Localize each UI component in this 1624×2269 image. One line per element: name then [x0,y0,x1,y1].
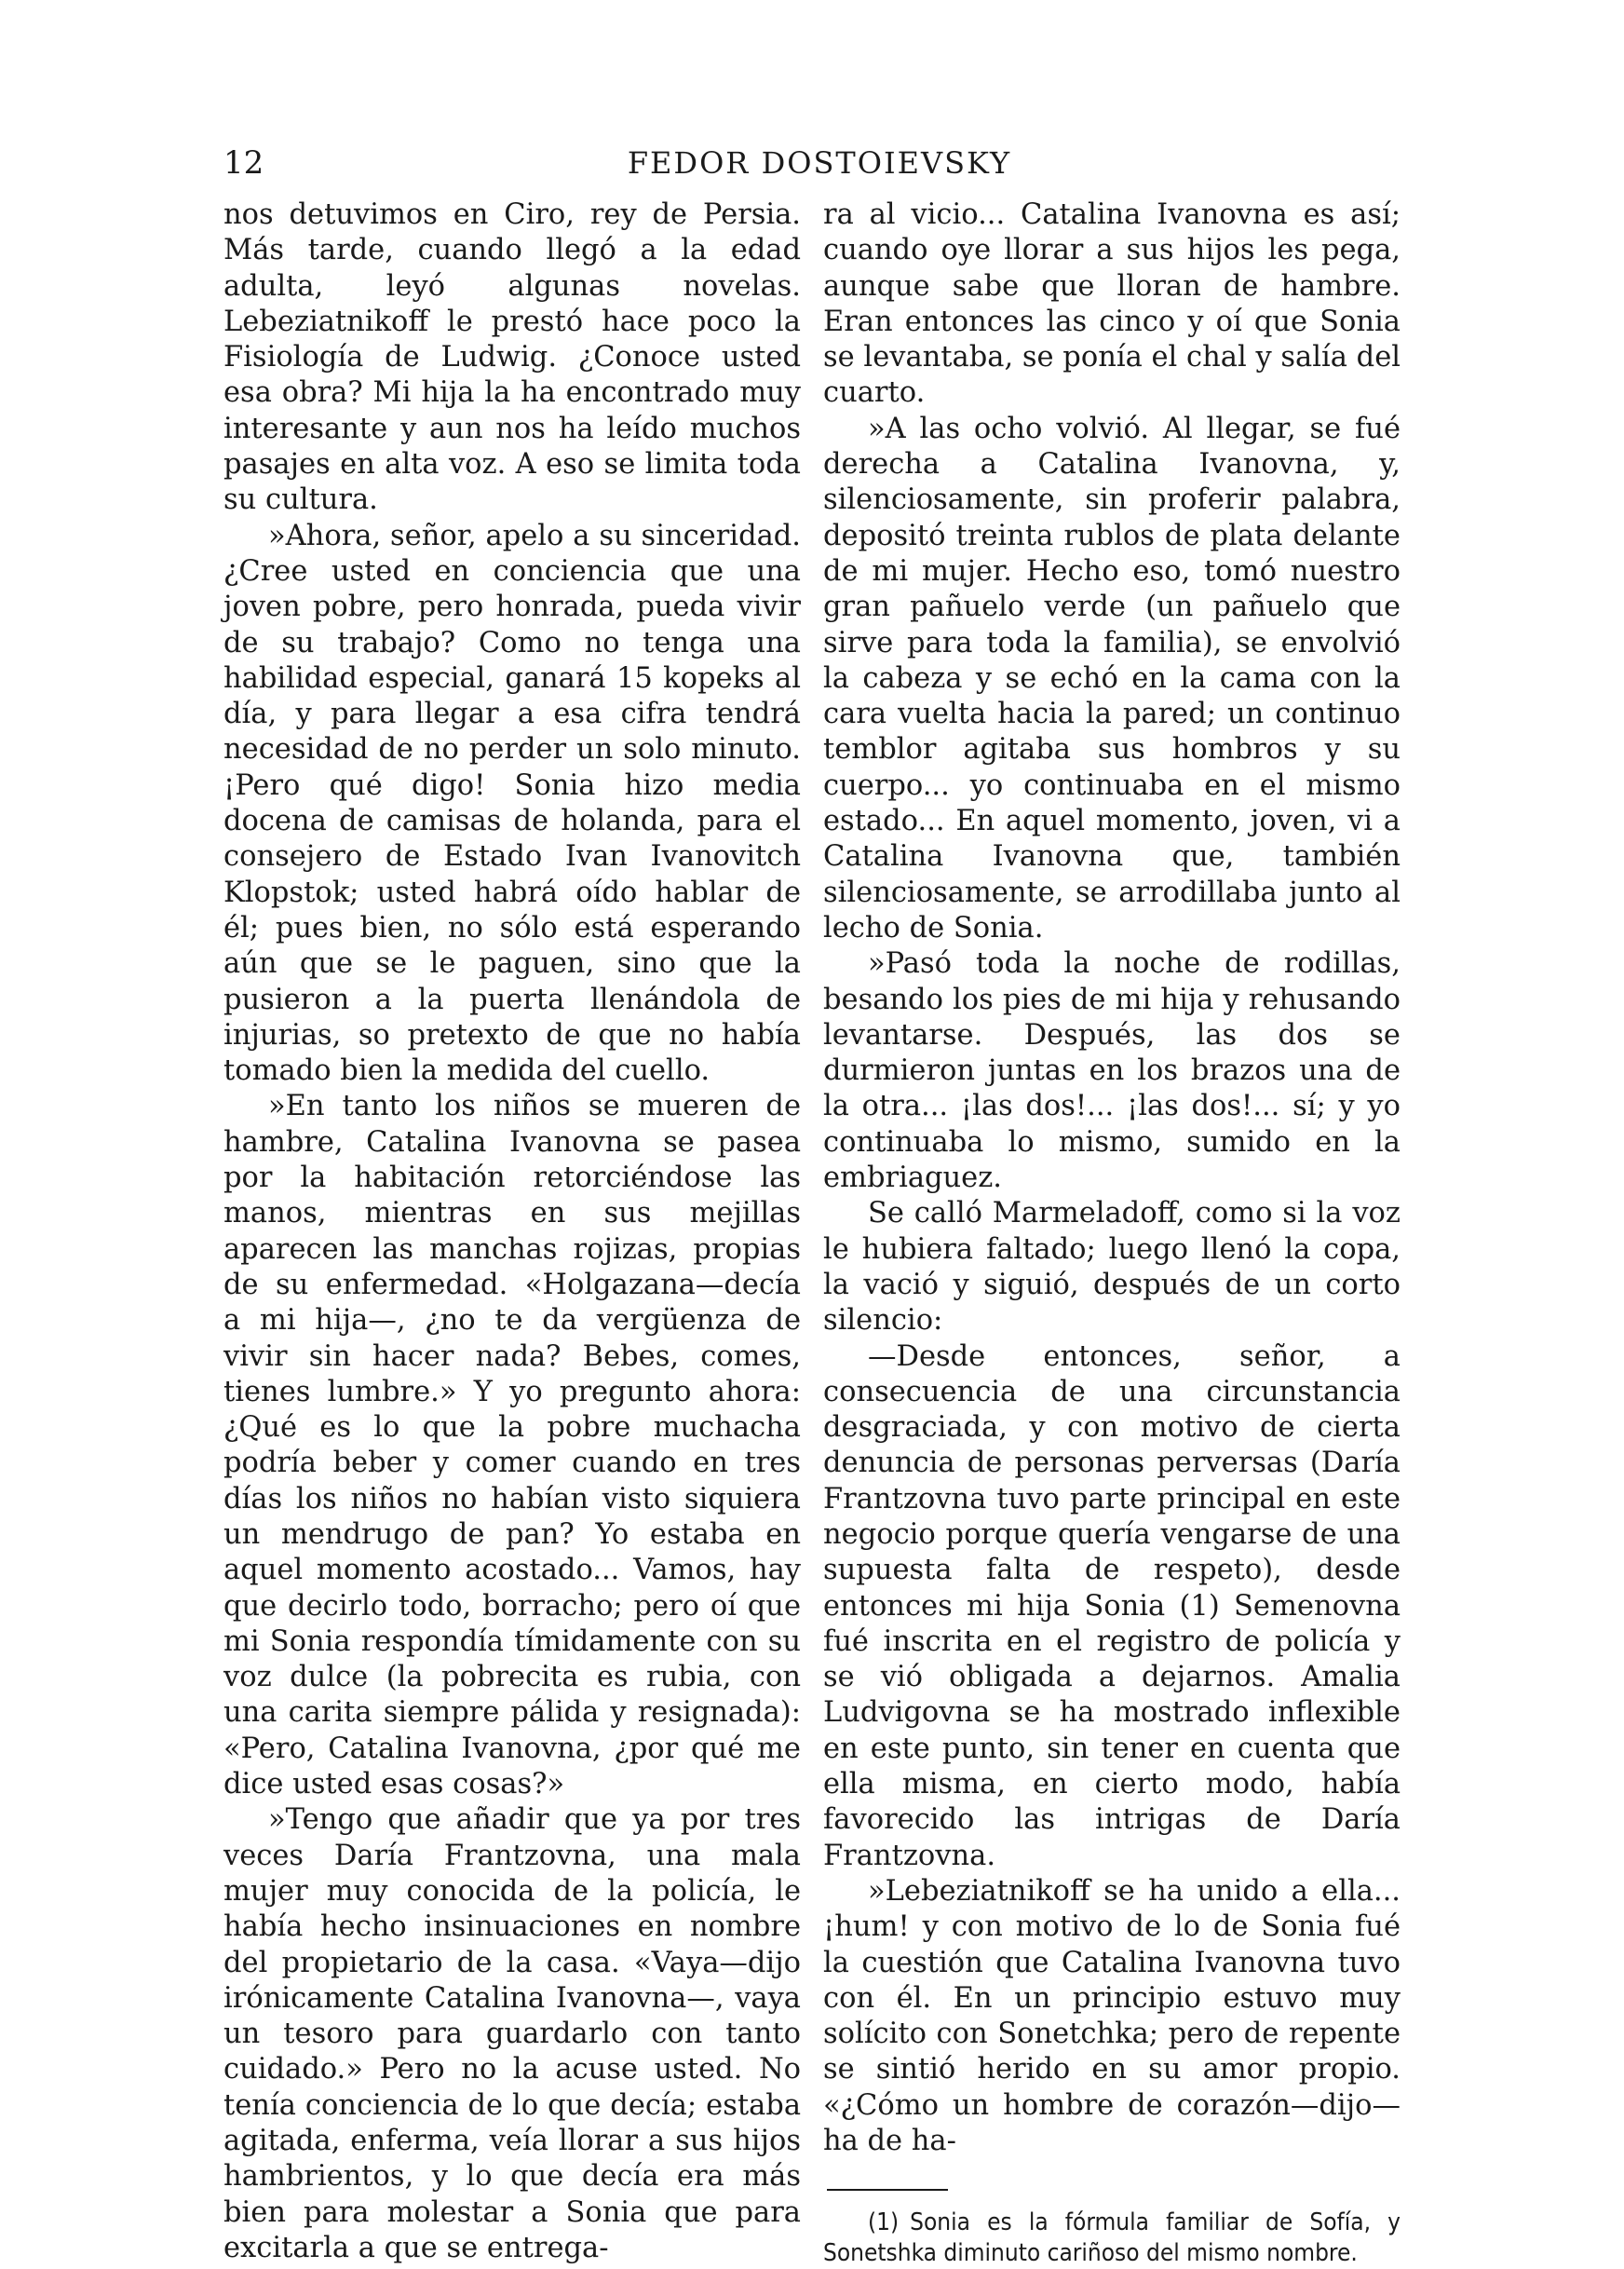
paragraph: »Pasó toda la noche de rodillas, besando los pies de mi hija y rehusando levantarse. Después, las dos se durmieron juntas en los brazos una de la otra... ¡las dos!... ¡las dos!... sí; y yo continuaba lo mismo, sumido en la embriaguez. [823,947,1401,1195]
paragraph: »Ahora, señor, apelo a su sinceridad. ¿Cree usted en conciencia que una joven pobre, pero honrada, pueda vivir de su trabajo? Como no tenga una habilidad especial, ganará 15 kopeks al día, y para llegar a esa cifra tendrá necesidad de no perder un solo minuto. ¡Pero qué digo! Sonia hizo media docena de camisas de holanda, para el consejero de Estado Ivan Ivanovitch Klopstok; usted habrá oído hablar de él; pues bien, no sólo está esperando aún que se le paguen, sino que la pusieron a la puerta llenándola de injurias, so pretexto de que no había tomado bien la medida del cuello. [223,519,801,1088]
paragraph: —Desde entonces, señor, a consecuencia de una circunstancia desgraciada, y con motivo de cierta denuncia de personas perversas (Daría Frantzovna tuvo parte principal en este negocio porque quería vengarse de una supuesta falta de respeto), desde entonces mi hija Sonia (1) Semenovna fué inscrita en el registro de policía y se vió obligada a dejarnos. Amalia Ludvigovna se ha mostrado inflexible en este punto, sin tener en cuenta que ella misma, en cierto modo, había favorecido las intrigas de Daría Frantzovna. [823,1339,1401,1872]
left-text-column [223,197,801,2266]
page-number: 12 [223,144,264,182]
paragraph: »En tanto los niños se mueren de hambre, Catalina Ivanovna se pasea por la habitación retorciéndose las manos, mientras en sus mejillas aparecen las manchas rojizas, propias de su enfermedad. «Holgazana—decía a mi hija—, ¿no te da vergüenza de vivir sin hacer nada? Bebes, comes, tienes lumbre.» Y yo pregunto ahora: ¿Qué es lo que la pobre muchacha podría beber y comer cuando en tres días los niños no habían visto siquiera un mendrugo de pan? Yo estaba en aquel momento acostado... Vamos, hay que decirlo todo, borracho; pero oí que mi Sonia respondía tímidamente con su voz dulce (la pobrecita es rubia, con una carita siempre pálida y resignada): «Pero, Catalina Ivanovna, ¿por qué me dice usted esas cosas?» [223,1090,801,1801]
running-title: FEDOR DOSTOIEVSKY [627,145,1012,181]
footnote-separator [827,2189,948,2191]
paragraph: »Lebeziatnikoff se ha unido a ella... ¡hum! y con motivo de lo de Sonia fué la cuestión que Catalina Ivanovna tuvo con él. En un principio estuvo muy solícito con Sonetchka; pero de repente se sintió herido en su amor propio. «¿Cómo un hombre de corazón—dijo—ha de ha- [823,1874,1401,2158]
footnote-marker: (1) [868,2208,900,2237]
paragraph: »A las ocho volvió. Al llegar, se fué derecha a Catalina Ivanovna, y, silenciosamente, sin proferir palabra, depositó treinta rublos de plata delante de mi mujer. Hecho eso, tomó nuestro gran pañuelo verde (un pañuelo que sirve para toda la familia), se envolvió la cabeza y se echó en la cama con la cara vuelta hacia la pared; un continuo temblor agitaba sus hombros y su cuerpo... yo continuaba en el mismo estado... En aquel momento, joven, vi a Catalina Ivanovna que, también silenciosamente, se arrodillaba junto al lecho de Sonia. [823,412,1401,944]
footnote [823,2208,1401,2269]
paragraph: Se calló Marmeladoff, como si la voz le hubiera faltado; luego llenó la copa, la vació y siguió, después de un corto silencio: [823,1197,1401,1338]
page-header [223,140,1415,186]
right-text-column [823,197,1401,2269]
paragraph-continuation: ra al vicio... Catalina Ivanovna es así; cuando oye llorar a sus hijos les pega, aunque sabe que lloran de hambre. Eran entonces las cinco y oí que Sonia se levantaba, se ponía el chal y salía del cuarto. [823,198,1401,410]
paragraph-continuation: nos detuvimos en Ciro, rey de Persia. Más tarde, cuando llegó a la edad adulta, leyó algunas novelas. Lebeziatnikoff le prestó hace poco la Fisiología de Ludwig. ¿Conoce usted esa obra? Mi hija la ha encontrado muy interesante y aun nos ha leído muchos pasajes en alta voz. A eso se limita toda su cultura. [223,198,801,517]
paragraph: »Tengo que añadir que ya por tres veces Daría Frantzovna, una mala mujer muy conocida de la policía, le había hecho insinuaciones en nombre del propietario de la casa. «Vaya—dijo irónicamente Catalina Ivanovna—, vaya un tesoro para guardarlo con tanto cuidado.» Pero no la acuse usted. No tenía conciencia de lo que decía; estaba agitada, enferma, veía llorar a sus hijos hambrientos, y lo que decía era más bien para molestar a Sonia que para excitarla a que se entrega- [223,1803,801,2264]
footnote-text: Sonia es la fórmula familiar de Sofía, y Sonetshka diminuto cariñoso del mismo nombre. [823,2208,1401,2268]
